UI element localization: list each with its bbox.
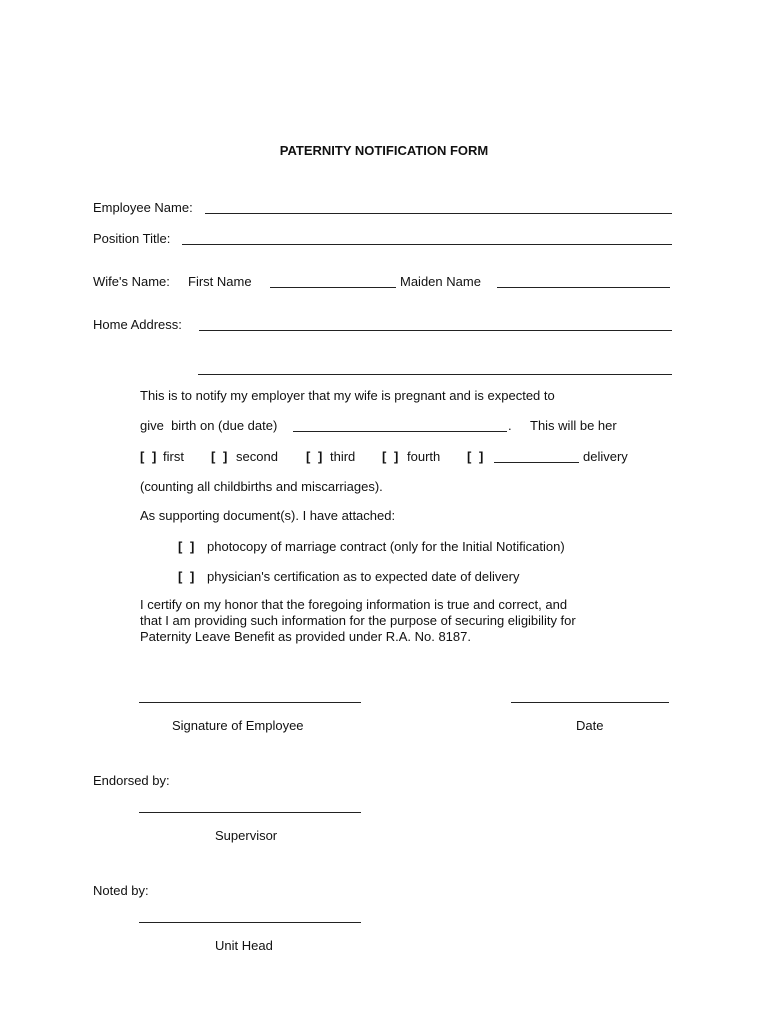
checkbox-second: [ ] (211, 449, 230, 464)
checkbox-first: [ ] (140, 449, 159, 464)
attachment-marriage-contract: photocopy of marriage contract (only for the Initial Notification) (207, 539, 565, 554)
counting-note: (counting all childbirths and miscarriages). (140, 479, 383, 494)
option-first-label: first (163, 449, 184, 464)
employee-name-label: Employee Name: (93, 200, 193, 215)
employee-signature-line (139, 702, 361, 703)
position-title-line (182, 244, 672, 245)
checkbox-marriage-contract: [ ] (178, 539, 197, 554)
first-name-line (270, 287, 396, 288)
option-fourth-label: fourth (407, 449, 441, 464)
option-other-suffix: delivery (583, 449, 628, 464)
option-third-label: third (330, 449, 356, 464)
option-second-label: second (236, 449, 278, 464)
maiden-name-line (497, 287, 670, 288)
notice-line-1: This is to notify my employer that my wife is pregnant and is expected to (140, 388, 555, 403)
due-date-label: give birth on (due date) (140, 418, 278, 433)
date-label: Date (576, 718, 604, 733)
due-date-line (293, 431, 507, 432)
maiden-name-label: Maiden Name (400, 274, 481, 289)
unit-head-label: Unit Head (215, 938, 273, 953)
noted-by-label: Noted by: (93, 883, 149, 898)
form-title: PATERNITY NOTIFICATION FORM (279, 143, 489, 158)
attachments-intro: As supporting document(s). I have attached: (140, 508, 396, 523)
home-address-line-2 (198, 374, 672, 375)
certification-line-1: I certify on my honor that the foregoing information is true and correct, and (140, 597, 568, 612)
employee-signature-label: Signature of Employee (172, 718, 304, 733)
delivery-order-lead: This will be her (530, 418, 617, 433)
attachment-physician-certification: physician's certification as to expected date of delivery (207, 569, 520, 584)
employee-name-line (205, 213, 672, 214)
wife-name-label: Wife's Name: (93, 274, 170, 289)
checkbox-fourth: [ ] (382, 449, 401, 464)
certification-line-3: Paternity Leave Benefit as provided under R.A. No. 8187. (140, 629, 471, 644)
position-title-label: Position Title: (93, 231, 171, 246)
checkbox-third: [ ] (306, 449, 325, 464)
checkbox-other: [ ] (467, 449, 486, 464)
supervisor-signature-line (139, 812, 361, 813)
home-address-line-1 (199, 330, 672, 331)
unit-head-signature-line (139, 922, 361, 923)
home-address-label: Home Address: (93, 317, 182, 332)
date-line (511, 702, 669, 703)
other-order-line (494, 462, 579, 463)
endorsed-by-label: Endorsed by: (93, 773, 170, 788)
supervisor-label: Supervisor (215, 828, 278, 843)
certification-line-2: that I am providing such information for the purpose of securing eligibility for (140, 613, 576, 628)
due-date-period: . (508, 418, 512, 433)
first-name-label: First Name (188, 274, 252, 289)
checkbox-physician-certification: [ ] (178, 569, 197, 584)
